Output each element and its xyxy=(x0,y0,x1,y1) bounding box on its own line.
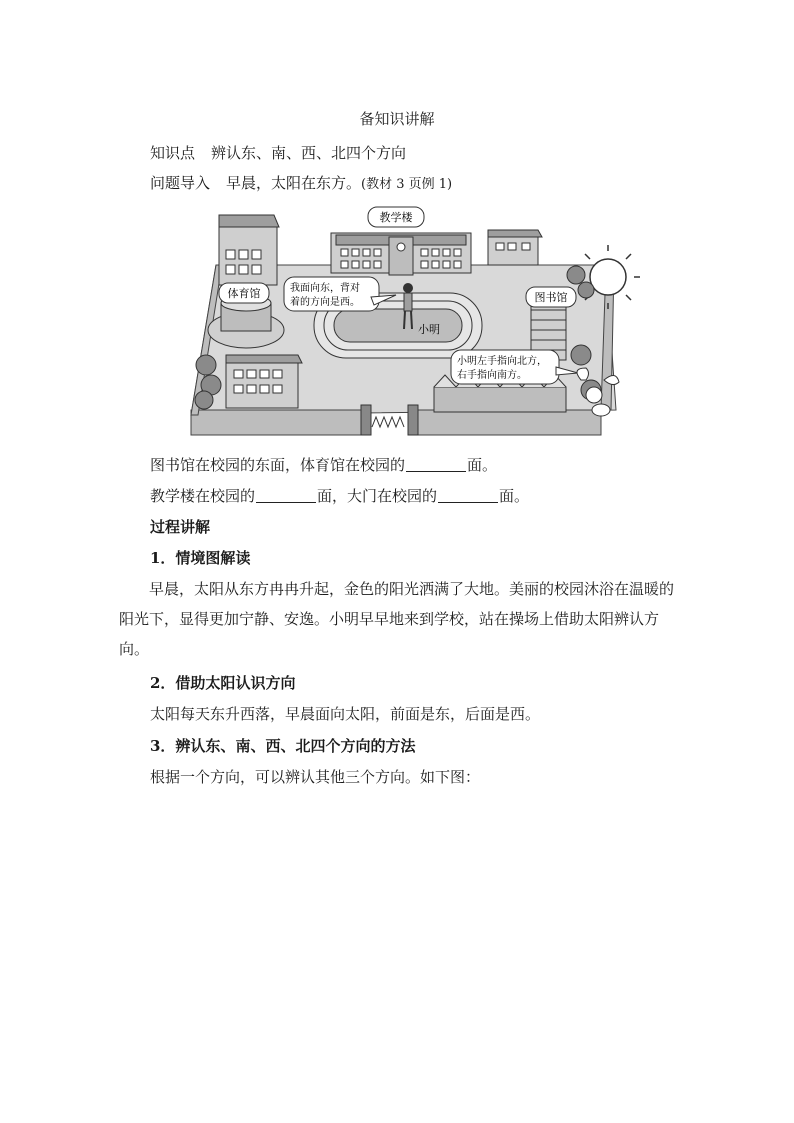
question-2-text-a: 教学楼在校园的 xyxy=(150,487,256,505)
step-3-heading: 3．辨认东、南、西、北四个方向的方法 xyxy=(150,737,416,755)
answer-blank-gym[interactable] xyxy=(406,457,466,472)
question-2-text-c: 面。 xyxy=(499,487,530,505)
library-label: 图书馆 xyxy=(534,291,568,304)
intro-label: 问题导入 xyxy=(150,174,211,192)
knowledge-point-text: 辨认东、南、西、北四个方向 xyxy=(211,144,407,162)
answer-blank-gate[interactable] xyxy=(438,488,498,503)
answer-blank-teaching-building[interactable] xyxy=(256,488,316,503)
question-1-text-a: 图书馆在校园的东面，体育馆在校园的 xyxy=(150,456,406,474)
gym-label: 体育馆 xyxy=(227,287,261,300)
speech-right-line-1: 小明左手指向北方， xyxy=(457,356,547,367)
building-lower-left-icon xyxy=(226,355,302,408)
step-2-heading: 2．借助太阳认识方向 xyxy=(150,674,296,692)
campus-illustration xyxy=(186,205,641,440)
knowledge-point-label: 知识点 xyxy=(150,144,196,162)
speech-left-line-1: 我面向东，背对 xyxy=(290,283,360,294)
intro-text: 早晨，太阳在东方。 xyxy=(226,174,362,192)
speech-right-line-2: 右手指向南方。 xyxy=(457,370,527,381)
step-3-body: 根据一个方向，可以辨认其他三个方向。如下图： xyxy=(150,768,481,786)
question-1 xyxy=(150,455,497,475)
question-1-text-b: 面。 xyxy=(467,456,498,474)
question-2 xyxy=(150,486,529,506)
teaching-building-icon xyxy=(331,233,471,275)
step-1-heading: 1．情境图解读 xyxy=(150,549,251,567)
front-wall-left xyxy=(191,410,371,435)
knowledge-point-line xyxy=(150,143,406,163)
question-2-text-b: 面，大门在校园的 xyxy=(317,487,438,505)
building-top-right-icon xyxy=(488,230,542,265)
speech-left-line-2: 着的方向是西。 xyxy=(290,297,360,308)
step-2-body: 太阳每天东升西落，早晨面向太阳，前面是东，后面是西。 xyxy=(150,705,541,723)
building-top-left-icon xyxy=(219,215,279,285)
front-wall-right xyxy=(416,410,601,435)
section-title: 过程讲解 xyxy=(150,518,211,536)
page-title: 备知识讲解 xyxy=(359,110,435,128)
boy-name-label: 小明 xyxy=(418,323,440,336)
intro-line xyxy=(150,173,452,195)
step-1-body: 早晨，太阳从东方冉冉升起，金色的阳光洒满了大地。美丽的校园沐浴在温暖的阳光下，显得更加宁静、安逸。小明早早地来到学校，站在操场上借助太阳辨认方向。 xyxy=(119,580,675,658)
intro-note: (教材 3 页例 1) xyxy=(361,177,453,192)
teaching-building-label: 教学楼 xyxy=(379,211,413,224)
